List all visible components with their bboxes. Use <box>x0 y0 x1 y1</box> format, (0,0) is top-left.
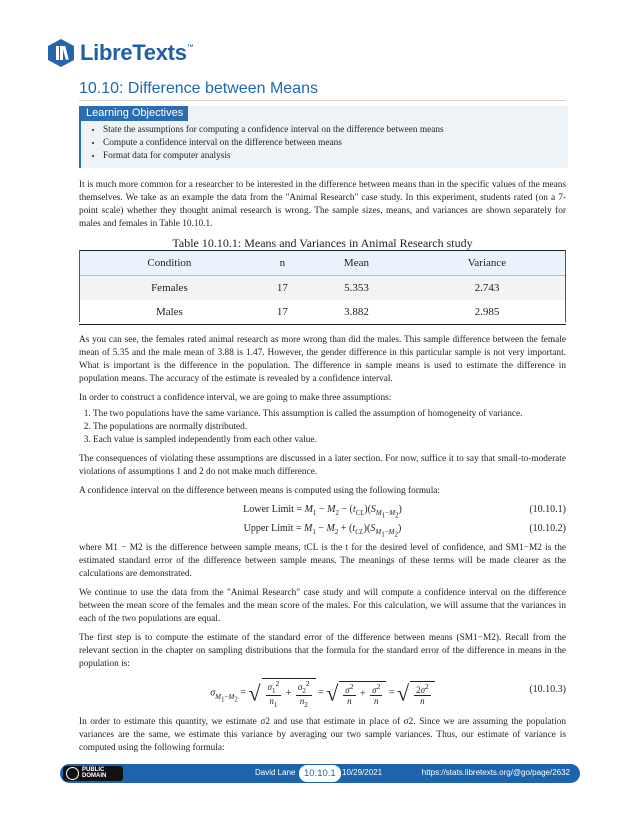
column-header: n <box>260 251 305 276</box>
table-cell: 2.743 <box>408 276 566 301</box>
equation-number: (10.10.1) <box>529 504 566 515</box>
table-caption: Table 10.10.1: Means and Variances in Animal Research study <box>172 236 473 250</box>
table-cell: 5.353 <box>305 276 408 301</box>
footer-date: 10/29/2021 <box>342 768 383 777</box>
objective-item: • Compute a confidence interval on the difference between means <box>103 137 444 150</box>
equation-upper-limit <box>79 523 566 539</box>
discussion-paragraph: As you can see, the females rated animal research as more wrong than did the males. This sample difference between the female mean of 5.35 and the male mean of 3.88 is 1.47. However, the gender difference in this particular sample is not very important. What is important is the difference in the population. The difference in sample means is used to estimate the difference in population means. The accuracy of the estimate is revealed by a confidence interval. <box>79 335 566 384</box>
table-row <box>79 276 566 301</box>
estimate-paragraph: In order to estimate this quantity, we estimate σ2 and use that estimate in place of σ2. Since we are assuming the population variances are the same, we estimate this variance by averaging our two sample variances. Thus, our estimate of variance is computed using the following formula: <box>79 717 566 753</box>
assumption-item: 1. The two populations have the same variance. This assumption is called the assumption of homogeneity of variance. <box>93 408 580 421</box>
public-domain-badge[interactable] <box>63 766 123 781</box>
learning-objectives-heading: Learning Objectives <box>81 106 188 121</box>
formula-intro: A confidence interval on the difference between means is computed using the following formula: <box>79 486 441 496</box>
violations-paragraph: The consequences of violating these assumptions are discussed in a later section. For now, suffice it to say that small-to-moderate violations of assumptions 1 and 2 do not make much difference. <box>79 454 566 477</box>
continuation-paragraph: We continue to use the data from the "Animal Research" case study and will compute a confidence interval on the difference between the mean score of the females and the mean score of the males. For this calculation, we will assume that the variances in each of the two populations are equal. <box>79 588 566 624</box>
means-variances-table <box>79 250 566 325</box>
assumption-item: 2. The populations are normally distributed. <box>93 421 580 434</box>
column-header: Mean <box>305 251 408 276</box>
equation-body: $\sigma_{M_1-M_2}$ = √ $\frac{\sigma_1^2}{n_1}$ + $\frac{\sigma_2^2}{n_2}$ = √ $\frac{\sigma^2}{n}$ + $\frac{\sigma^2}{n}$ = √ $\frac{2\sigma^2}{n}$ <box>79 678 566 709</box>
assumptions-list <box>79 408 580 447</box>
intro-paragraph: It is much more common for a researcher to be interested in the difference between means than in the specific values of the means themselves. We take as an example the data from the "Animal Research" case study. In this experiment, students rated (on a 7-point scale) whether they thought animal research is wrong. The sample sizes, means, and variances are shown separately for males and females in Table 10.10.1. <box>79 180 566 229</box>
footer-url[interactable]: https://stats.libretexts.org/@go/page/2632 <box>421 768 570 777</box>
table-cell: 3.882 <box>305 300 408 325</box>
footer-page-number: 10.10.1 <box>298 764 342 783</box>
table-cell: 17 <box>260 300 305 325</box>
equation-lower-limit <box>79 504 566 520</box>
table-cell: 2.985 <box>408 300 566 325</box>
column-header: Condition <box>79 251 260 276</box>
public-domain-icon <box>66 767 79 780</box>
page-title: 10.10: Difference between Means <box>79 80 318 97</box>
table-row <box>79 300 566 325</box>
learning-objectives-box <box>79 106 568 168</box>
brand-name: LibreTexts™ <box>80 40 194 65</box>
libretexts-logo-icon <box>46 38 76 68</box>
libretexts-logo[interactable] <box>46 38 193 68</box>
page-footer <box>60 764 580 783</box>
objectives-list <box>81 124 444 163</box>
equation-number: (10.10.2) <box>529 523 566 534</box>
equation-standard-error <box>79 672 566 712</box>
assumptions-intro: In order to construct a confidence interval, we are going to make three assumptions: <box>79 393 392 403</box>
objective-item: • State the assumptions for computing a confidence interval on the difference between means <box>103 124 444 137</box>
equation-number: (10.10.3) <box>529 684 566 695</box>
badge-text: PUBLIC DOMAIN <box>82 767 107 779</box>
equation-body: Lower Limit = $M_1 - M_2 - (t_{CL})(S_{M_1-M_2})$ <box>243 504 402 520</box>
terms-paragraph: where M1 − M2 is the difference between sample means, tCL is the t for the desired level of confidence, and SM1−M2 is the estimated standard error of the difference between sample means. The meanings of these terms will be made clearer as the calculations are demonstrated. <box>79 543 566 579</box>
table-cell: 17 <box>260 276 305 301</box>
objective-item: • Format data for computer analysis <box>103 150 444 163</box>
title-divider <box>79 100 566 101</box>
table-cell: Males <box>79 300 260 325</box>
table-cell: Females <box>79 276 260 301</box>
column-header: Variance <box>408 251 566 276</box>
standard-error-paragraph: The first step is to compute the estimate of the standard error of the difference between means (SM1−M2). Recall from the relevant section in the chapter on sampling distributions that the formula for the standard error of the difference in means in the population is: <box>79 633 566 669</box>
equation-body: Upper Limit = $M_1 - M_2 + (t_{CL})(S_{M_1-M_2})$ <box>243 523 402 539</box>
footer-author: David Lane <box>255 768 296 777</box>
assumption-item: 3. Each value is sampled independently from each other value. <box>93 434 580 447</box>
table-header-row <box>79 251 566 276</box>
